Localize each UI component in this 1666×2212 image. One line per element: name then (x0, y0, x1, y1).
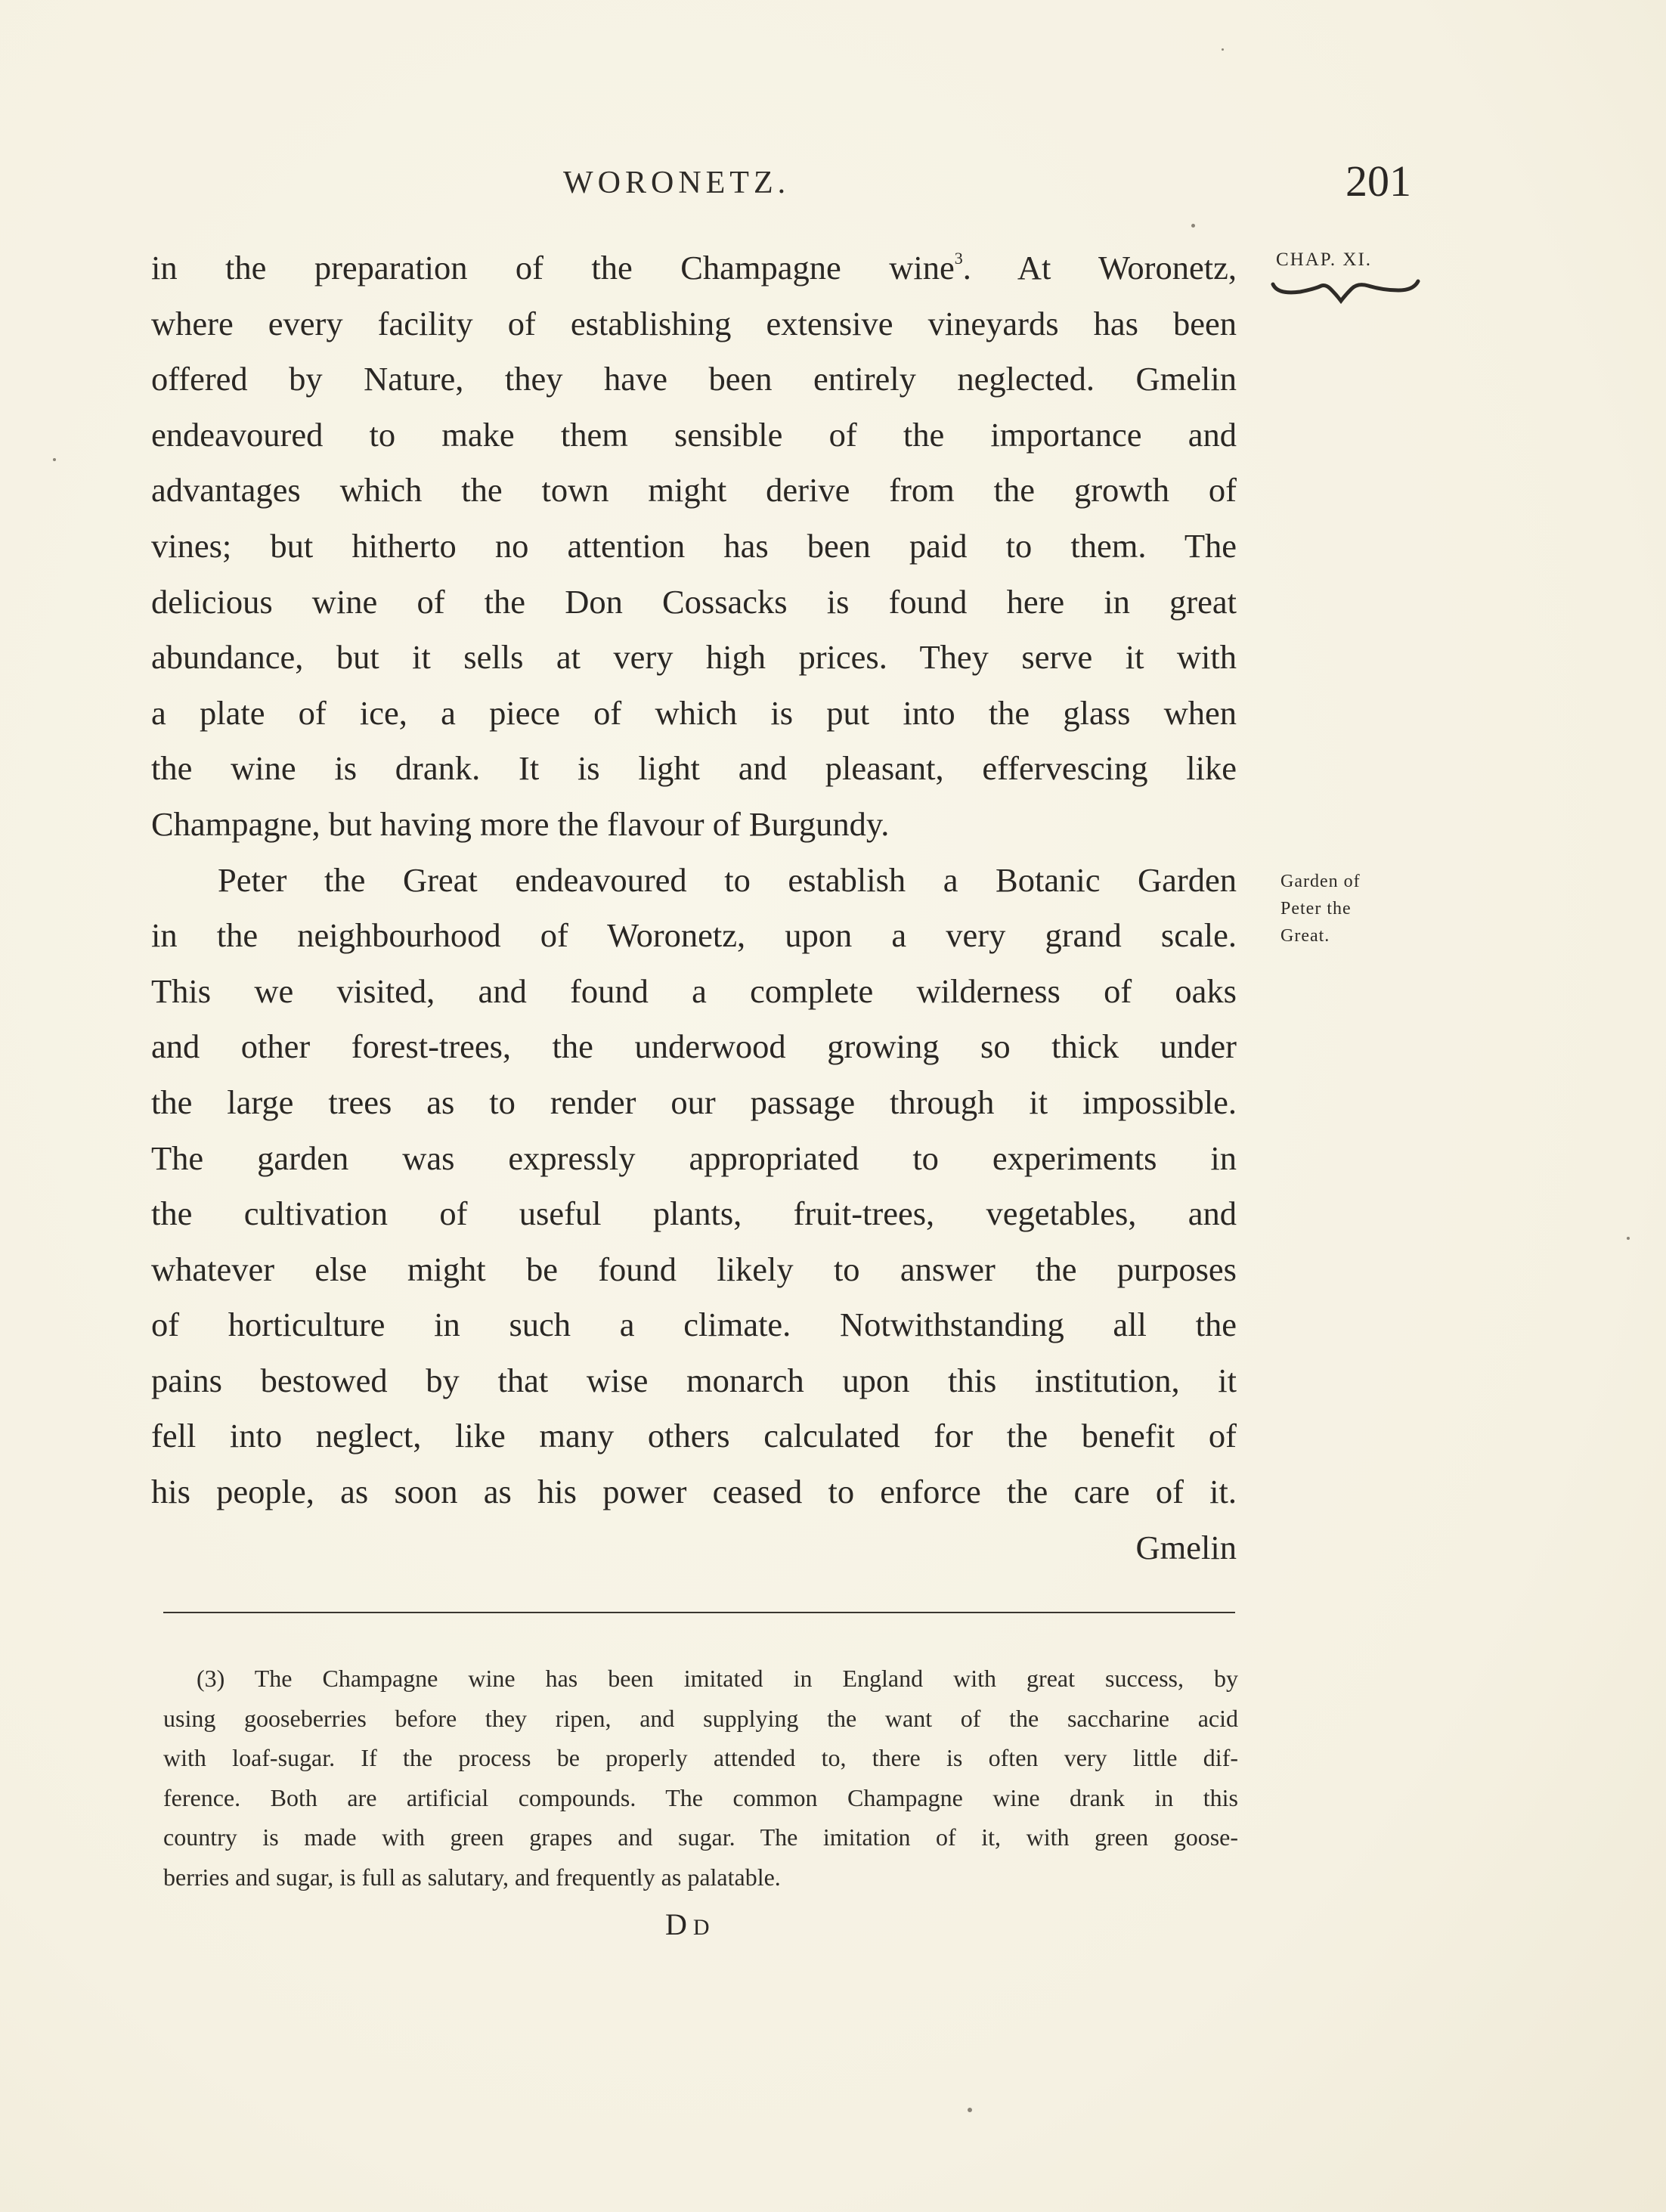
signature-mark: DD (665, 1907, 716, 1941)
text-line: offered by Nature, they have been entirely neglected. Gmelin (151, 360, 1237, 398)
footnote-line: using gooseberries before they ripen, and supplying the want of the saccharine acid (163, 1704, 1238, 1732)
marginal-note-line: Garden of (1280, 872, 1361, 891)
text-line: of horticulture in such a climate. Notwithstanding all the (151, 1306, 1237, 1344)
paper-speck (968, 2108, 972, 2112)
marginal-note-line: Great. (1280, 926, 1330, 946)
footnote-reference: 3 (954, 249, 963, 268)
text-line: fell into neglect, like many others calculated for the benefit of (151, 1417, 1237, 1455)
text-line: delicious wine of the Don Cossacks is found here in great (151, 582, 1237, 621)
running-title: WORONETZ. (563, 166, 791, 200)
text-line: The garden was expressly appropriated to experiments in (151, 1139, 1237, 1177)
text-line: in the neighbourhood of Woronetz, upon a very grand scale. (151, 916, 1237, 955)
text-line: Champagne, but having more the flavour of Burgundy. (151, 804, 890, 843)
footnote-line: country is made with green grapes and sugar. The imitation of it, with green goose- (163, 1823, 1238, 1851)
footnote-line: ference. Both are artificial compounds. The common Champagne wine drank in this (163, 1783, 1238, 1811)
footnote-rule (163, 1612, 1235, 1613)
text-line: where every facility of establishing extensive vineyards has been (151, 304, 1237, 342)
footnote-line: berries and sugar, is full as salutary, and frequently as palatable. (163, 1863, 781, 1891)
paper-speck (1222, 48, 1224, 51)
paper-speck (1627, 1237, 1630, 1240)
text-line: in the preparation of the Champagne wine$^3$. At Woronetz, (151, 249, 1237, 287)
footnote-line: with loaf-sugar. If the process be properly attended to, there is often very little dif- (163, 1744, 1238, 1771)
main-text (151, 240, 1237, 1575)
text-line: Peter the Great endeavoured to establish a Botanic Garden (218, 860, 1237, 899)
footnote-line: (3) The Champagne wine has been imitated in England with great success, by (197, 1665, 1238, 1692)
paper-speck (1191, 224, 1195, 228)
marginal-note (1280, 868, 1417, 950)
text-line: endeavoured to make them sensible of the importance and (151, 415, 1237, 454)
chapter-label: CHAP. XI. (1276, 249, 1373, 270)
text-line: his people, as soon as his power ceased to enforce the care of it. (151, 1473, 1237, 1511)
text-line: the wine is drank. It is light and pleasant, effervescing like (151, 749, 1237, 788)
text-line: abundance, but it sells at very high prices. They serve it with (151, 638, 1237, 677)
marginal-note-line: Peter the (1280, 899, 1352, 919)
chapter-brace-ornament (1270, 278, 1421, 305)
text-line: the large trees as to render our passage through it impossible. (151, 1083, 1237, 1121)
footnote (163, 1659, 1238, 1897)
text-line: the cultivation of useful plants, fruit-trees, vegetables, and (151, 1194, 1237, 1233)
text-line: advantages which the town might derive from the growth of (151, 471, 1237, 510)
text-line: This we visited, and found a complete wilderness of oaks (151, 971, 1237, 1010)
text-line: vines; but hitherto no attention has been paid to them. The (151, 526, 1237, 565)
page-number: 201 (1345, 156, 1411, 206)
text-line: pains bestowed by that wise monarch upon this institution, it (151, 1361, 1237, 1399)
catchword: Gmelin (1135, 1528, 1237, 1566)
text-line: and other forest-trees, the underwood growing so thick under (151, 1027, 1237, 1066)
text-line: whatever else might be found likely to answer the purposes (151, 1250, 1237, 1288)
paper-speck (53, 458, 56, 461)
text-line: a plate of ice, a piece of which is put into the glass when (151, 693, 1237, 732)
